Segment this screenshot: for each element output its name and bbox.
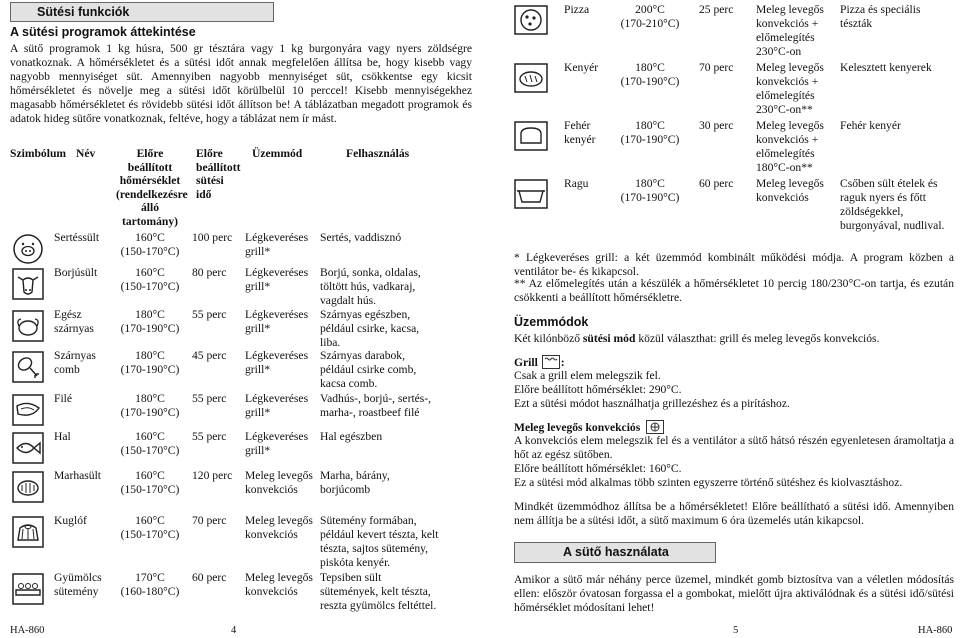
- row-mode: Légkeveréses grill*: [245, 266, 309, 293]
- row-name: Pizza: [564, 3, 590, 16]
- row-time: 25 perc: [699, 3, 734, 16]
- row-name: Filé: [54, 392, 73, 405]
- row-name: Ragu: [564, 177, 589, 190]
- row-temp: 160°C: [135, 430, 165, 443]
- section-title-oven-usage: A sütő használata: [514, 542, 716, 563]
- row-mode: Légkeveréses grill*: [245, 430, 309, 457]
- row-temp-range: (150-170°C): [120, 280, 180, 293]
- row-time: 55 perc: [192, 430, 227, 443]
- row-usage: Szárnyas egészben, például csirke, kacsa, liba.: [320, 308, 420, 349]
- cow-icon: [12, 268, 44, 300]
- footer-model-left: HA-860: [10, 625, 45, 636]
- row-usage: Vadhús-, borjú-, sertés-, marha-, roastbeef filé: [320, 392, 432, 419]
- row-time: 60 perc: [192, 571, 227, 584]
- convection-line-2: Előre beállított hőmérséklet: 160°C.: [514, 462, 682, 475]
- stew-pot-icon: [514, 179, 548, 209]
- row-temp: 160°C: [135, 231, 165, 244]
- modes-intro-bold: sütési mód: [582, 332, 636, 345]
- row-mode: Meleg levegős konvekciós: [245, 514, 313, 541]
- row-temp: 180°C: [635, 61, 665, 74]
- row-temp-range: (170-190°C): [120, 322, 180, 335]
- row-mode: Meleg levegős konvekciós: [756, 177, 824, 204]
- grill-line-2: Előre beállított hőmérséklet: 290°C.: [514, 383, 682, 396]
- row-name: Szárnyas comb: [54, 349, 96, 376]
- row-time: 100 perc: [192, 231, 233, 244]
- row-temp-range: (170-190°C): [120, 363, 180, 376]
- row-mode: Légkeveréses grill*: [245, 349, 309, 376]
- col-time: Előre beállított sütési idő: [196, 147, 241, 201]
- row-temp: 160°C: [135, 469, 165, 482]
- drumstick-icon: [12, 351, 44, 383]
- row-time: 30 perc: [699, 119, 734, 132]
- row-time: 60 perc: [699, 177, 734, 190]
- bread-icon: [514, 63, 548, 93]
- row-time: 55 perc: [192, 308, 227, 321]
- pizza-icon: [514, 5, 548, 35]
- row-name: Gyümölcs sütemény: [54, 571, 102, 598]
- modes-intro-text: Két kilónböző: [514, 332, 583, 345]
- note-convection-grill: * Légkeveréses grill: a két üzemmód kombinált működési módja. A program közben a ventilátor be- és kikapcsol.: [514, 251, 954, 278]
- note-preheat: ** Az előmelegítés után a készülék a hőmérsékletet 10 percig 180/230°C-on tartja, és ezután csökkenti a beállított hőmérsékletre.: [514, 277, 954, 304]
- programs-intro: A sütő programok 1 kg húsra, 500 gr tésztára vagy 1 kg burgonyára vagy nyers zöldségre vonatkoznak. A hőmérsékletet és a sütési időt annak megfelelően állítsa be, hogy kisebb vagy nagyobb mennyiséget süt. Amennyiben nagyobb mennyiséget süt, csökkentse egy kicsit hőmérsékletet és növelje meg a sütési időt körülbelül 10 perccel! Kisebb mennyiségekhez magasabb hőmérsékletet és rövidebb sütési időt állítson be! A táblázatban megadott programok és adatok hideg sütőre vonatkoznak, feltéve, hogy a táblázat nem ír mást.: [10, 42, 472, 125]
- row-time: 55 perc: [192, 392, 227, 405]
- modes-note: Mindkét üzemmódhoz állítsa be a hőmérsékletet! Előre beállítható a sütési idő. Amennyiben nem állítja be a sütési időt, a sütő maximum 6 óra üzemelés után kikapcsol.: [514, 500, 954, 527]
- row-temp-range: (160-180°C): [120, 585, 180, 598]
- page-number-right: 5: [733, 625, 739, 636]
- white-bread-icon: [514, 121, 548, 151]
- row-temp: 200°C: [635, 3, 665, 16]
- row-usage: Borjú, sonka, oldalas, töltött hús, vadkaraj, vagdalt hús.: [320, 266, 421, 307]
- row-time: 70 perc: [192, 514, 227, 527]
- row-time: 45 perc: [192, 349, 227, 362]
- row-temp-range: (150-170°C): [120, 483, 180, 496]
- grill-line-1: Csak a grill elem melegszik fel.: [514, 369, 661, 382]
- row-temp-range: (170-190°C): [120, 406, 180, 419]
- grill-colon: :: [560, 356, 565, 369]
- pig-icon: [12, 233, 44, 265]
- row-temp: 180°C: [635, 177, 665, 190]
- roast-icon: [12, 471, 44, 503]
- row-temp: 160°C: [135, 514, 165, 527]
- oven-usage-text: Amikor a sütő már néhány perce üzemel, mindkét gomb biztosítva van a véletlen módosítás ellen: először óvatosan forgassa el a gombokat, mielőtt újra aktiválódnak és a sütési idő/sütési hőmérséklet módosítani lehet!: [514, 573, 954, 614]
- row-temp-range: (150-170°C): [120, 245, 180, 258]
- row-temp-range: (170-190°C): [620, 133, 680, 146]
- row-temp: 180°C: [135, 392, 165, 405]
- row-mode: Légkeveréses grill*: [245, 308, 309, 335]
- row-time: 80 perc: [192, 266, 227, 279]
- row-temp: 180°C: [135, 349, 165, 362]
- col-temp: Előre beállított hőmérséklet (rendelkezésre álló tartomány): [116, 147, 188, 228]
- row-mode: Meleg levegős konvekciós: [245, 469, 313, 496]
- row-mode: Meleg levegős konvekciós + előmelegítés 180°C-on**: [756, 119, 824, 174]
- col-symbol: Szimbólum: [10, 147, 67, 160]
- page-number-left: 4: [231, 625, 237, 636]
- col-name: Név: [76, 147, 96, 160]
- row-usage: Szárnyas darabok, például csirke comb, kacsa comb.: [320, 349, 417, 390]
- col-mode: Üzemmód: [252, 147, 303, 160]
- row-mode: Meleg levegős konvekciós: [245, 571, 313, 598]
- convection-line-3: Ez a sütési mód alkalmas több szinten egyszerre történő sütéshez és kiolvasztáshoz.: [514, 476, 903, 489]
- row-name: Fehér kenyér: [564, 119, 596, 146]
- modes-title: Üzemmódok: [514, 315, 589, 329]
- col-usage: Felhasználás: [346, 147, 410, 160]
- poultry-wings-icon: [12, 310, 44, 342]
- row-usage: Sertés, vaddisznó: [320, 231, 402, 244]
- row-mode: Meleg levegős konvekciós + előmelegítés 230°C-on**: [756, 61, 824, 116]
- convection-label: Meleg levegős konvekciós: [514, 421, 641, 434]
- modes-intro-rest: közül választhat: grill és meleg levegős konvekciós.: [635, 332, 880, 345]
- fillet-icon: [12, 394, 44, 426]
- row-name: Hal: [54, 430, 71, 443]
- row-temp: 170°C: [135, 571, 165, 584]
- row-temp: 160°C: [135, 266, 165, 279]
- row-usage: Csőben sült ételek és raguk nyers és főtt zöldségekkel, burgonyával, nudlival.: [840, 177, 945, 232]
- row-usage: Kelesztett kenyerek: [840, 61, 932, 74]
- row-name: Egész szárnyas: [54, 308, 94, 335]
- row-temp: 180°C: [135, 308, 165, 321]
- row-name: Marhasült: [54, 469, 102, 482]
- row-temp-range: (170-190°C): [620, 191, 680, 204]
- modes-intro: [514, 332, 954, 346]
- grill-label: Grill: [514, 356, 538, 369]
- fruit-cake-icon: [12, 573, 44, 605]
- row-usage: Hal egészben: [320, 430, 383, 443]
- row-usage: Tepsiben sült sütemények, kelt tészta, reszta gyümölcs feltéttel.: [320, 571, 437, 612]
- row-time: 70 perc: [699, 61, 734, 74]
- row-usage: Pizza és speciális tészták: [840, 3, 921, 30]
- section-title-baking-functions: Sütési funkciók: [10, 2, 274, 22]
- row-temp-range: (150-170°C): [120, 528, 180, 541]
- row-name: Borjúsült: [54, 266, 98, 279]
- row-temp-range: (170-190°C): [620, 75, 680, 88]
- row-name: Kenyér: [564, 61, 599, 74]
- row-name: Sertéssült: [54, 231, 100, 244]
- row-mode: Légkeveréses grill*: [245, 392, 309, 419]
- row-usage: Marha, bárány, borjúcomb: [320, 469, 390, 496]
- row-mode: Meleg levegős konvekciós + előmelegítés 230°C-on: [756, 3, 824, 58]
- bundt-cake-icon: [12, 516, 44, 548]
- row-usage: Sütemény formában, például kevert tészta, kelt tészta, sajtos sütemény, piskóta kenyér.: [320, 514, 439, 569]
- row-name: Kuglóf: [54, 514, 87, 527]
- row-temp-range: (150-170°C): [120, 444, 180, 457]
- grill-line-3: Ezt a sütési módot használhatja grillezéshez és a pirításhoz.: [514, 397, 790, 410]
- row-temp-range: (170-210°C): [620, 17, 680, 30]
- footer-model-right: HA-860: [918, 625, 953, 636]
- row-mode: Légkeveréses grill*: [245, 231, 309, 258]
- row-temp: 180°C: [635, 119, 665, 132]
- row-usage: Fehér kenyér: [840, 119, 901, 132]
- convection-text: A konvekciós elem melegszik fel és a ventilátor a sütő hátsó részén egyenletesen áramoltatja a hőt az egész sütőben.: [514, 434, 954, 461]
- fish-icon: [12, 432, 44, 464]
- row-time: 120 perc: [192, 469, 233, 482]
- programs-heading: A sütési programok áttekintése: [10, 25, 196, 39]
